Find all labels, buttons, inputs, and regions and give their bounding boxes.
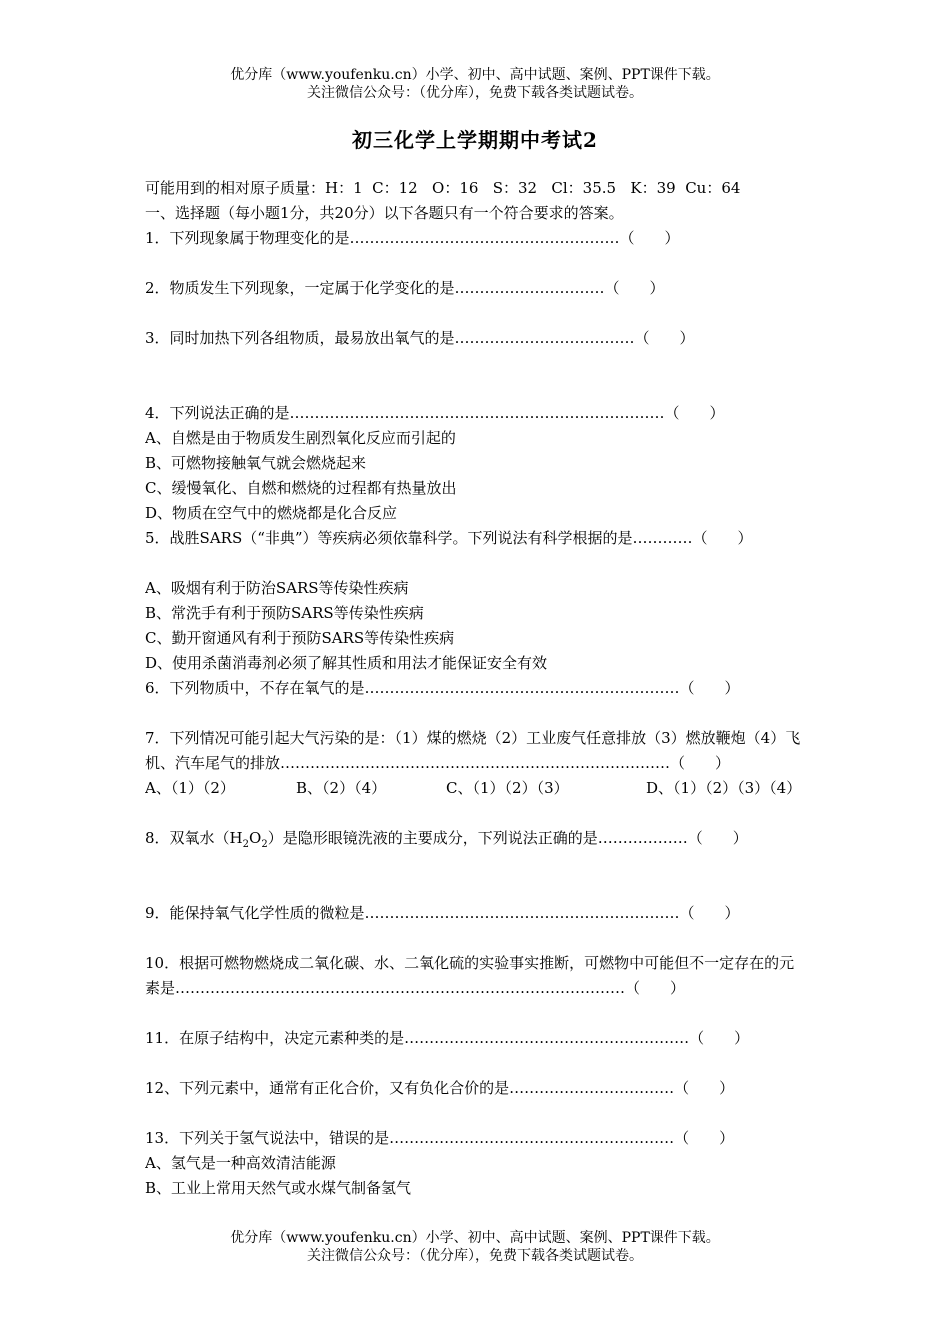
question-6-options	[145, 701, 807, 726]
option-d: D、（1）（2）（3）（4）	[646, 779, 802, 797]
exam-title: 初三化学上学期期中考试2	[352, 128, 598, 152]
option-d: D、使用杀菌消毒剂必须了解其性质和用法才能保证安全有效	[145, 654, 548, 672]
option-a: A、（1）（2）	[145, 779, 235, 797]
atomic-masses: 可能用到的相对原子质量：H：1 C：12 O：16 S：32 Cl：35.5 K：39 Cu：64	[145, 179, 741, 197]
question-5: 5．战胜SARS（“非典”）等疾病必须依靠科学。下列说法有科学根据的是…………（ ）	[145, 529, 753, 547]
option-a: A、氢气是一种高效清洁能源	[145, 1154, 336, 1172]
question-1-options	[145, 251, 807, 276]
option-d: D、物质在空气中的燃烧都是化合反应	[145, 504, 398, 522]
question-7: 7．下列情况可能引起大气污染的是：（1）煤的燃烧（2）工业废气任意排放（3）燃放鞭炮（4）飞机、汽车尾气的排放……………………………………………………………………（ ）	[145, 729, 801, 772]
option-a: A、自燃是由于物质发生剧烈氧化反应而引起的	[145, 429, 456, 447]
page-footer	[0, 1229, 950, 1265]
question-12-options	[145, 1101, 807, 1126]
option-b: B、可燃物接触氧气就会燃烧起来	[145, 454, 367, 472]
footer-line-1: 优分库（www.youfenku.cn）小学、初中、高中试题、案例、PPT课件下载。	[230, 1230, 720, 1246]
question-12: 12、下列元素中，通常有正化合价，又有负化合价的是……………………………（ ）	[145, 1079, 735, 1097]
question-8-options-ab	[145, 851, 807, 876]
option-c: C、缓慢氧化、自燃和燃烧的过程都有热量放出	[145, 479, 457, 497]
question-8-options-cd	[145, 876, 807, 901]
header-line-1: 优分库（www.youfenku.cn）小学、初中、高中试题、案例、PPT课件下载。	[230, 67, 720, 83]
footer-line-2: 关注微信公众号：（优分库），免费下载各类试题试卷。	[307, 1248, 643, 1264]
question-3-options-ab	[145, 351, 807, 376]
section-heading: 一、选择题（每小题1分，共20分）以下各题只有一个符合要求的答案。	[145, 204, 624, 222]
question-6: 6．下列物质中，不存在氧气的是………………………………………………………（ ）	[145, 679, 740, 697]
option-b: B、工业上常用天然气或水煤气制备氢气	[145, 1179, 412, 1197]
page-header	[0, 66, 950, 102]
header-line-2: 关注微信公众号：（优分库），免费下载各类试题试卷。	[307, 85, 643, 101]
question-9-options	[145, 926, 807, 951]
question-10-options	[145, 1001, 807, 1026]
question-13: 13．下列关于氢气说法中，错误的是…………………………………………………（ ）	[145, 1129, 735, 1147]
option-c: C、（1）（2）（3）	[446, 779, 569, 797]
question-2: 2．物质发生下列现象，一定属于化学变化的是…………………………（ ）	[145, 279, 665, 297]
option-b: B、常洗手有利于预防SARS等传染性疾病	[145, 604, 424, 622]
question-11: 11．在原子结构中，决定元素种类的是…………………………………………………（ ）	[145, 1029, 750, 1047]
question-2-options	[145, 301, 807, 326]
question-4: 4．下列说法正确的是…………………………………………………………………（ ）	[145, 404, 725, 422]
option-c: C、勤开窗通风有利于预防SARS等传染性疾病	[145, 629, 455, 647]
question-1: 1．下列现象属于物理变化的是………………………………………………（ ）	[145, 229, 680, 247]
question-3-options-cd	[145, 376, 807, 401]
question-3: 3．同时加热下列各组物质，最易放出氧气的是………………………………（ ）	[145, 329, 695, 347]
question-8: 8．双氧水$(H_2O_2)$是隐形眼镜洗液的主要成分，下列说法正确的是………………（ ）	[145, 829, 748, 850]
question-10: 10．根据可燃物燃烧成二氧化碳、水、二氧化硫的实验事实推断，可燃物中可能但不一定存在的元素是………………………………………………………………………………（ ）	[145, 954, 795, 997]
option-b: B、（2）（4）	[296, 779, 387, 797]
exam-body	[145, 176, 807, 1201]
question-9: 9．能保持氧气化学性质的微粒是………………………………………………………（ ）	[145, 904, 740, 922]
option-a: A、吸烟有利于防治SARS等传染性疾病	[145, 579, 409, 597]
question-11-options	[145, 1051, 807, 1076]
question-7-options	[145, 776, 807, 826]
